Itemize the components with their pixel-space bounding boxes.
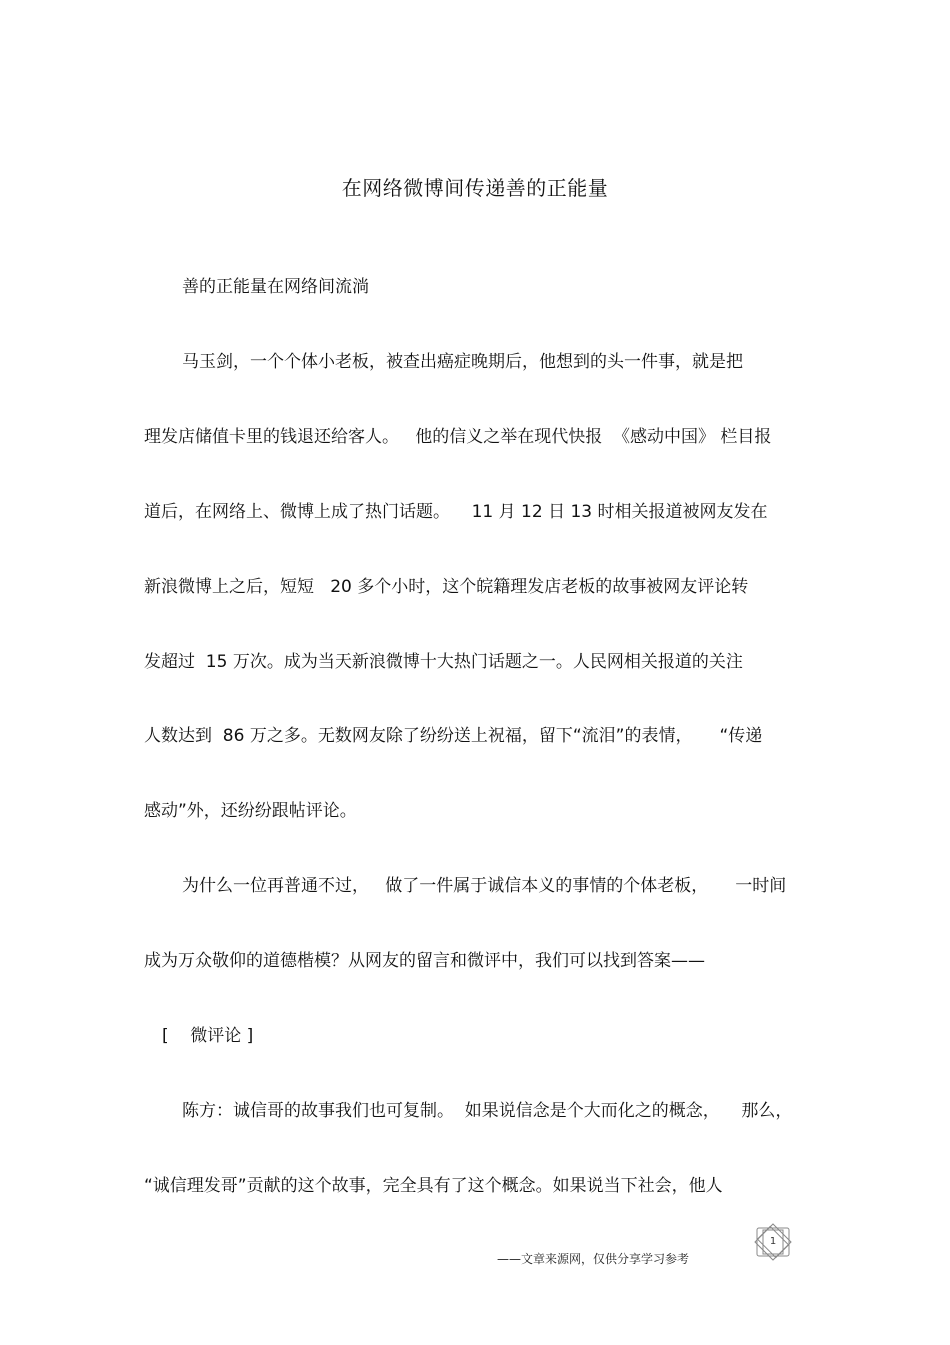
- section-label: [ 微评论 ]: [162, 1026, 254, 1046]
- subheading: 善的正能量在网络间流淌: [182, 277, 369, 297]
- paragraph-line: 马玉剑，一个个体小老板，被查出癌症晚期后，他想到的头一件事，就是把: [182, 352, 743, 372]
- paragraph-line: 感动”外，还纷纷跟帖评论。: [144, 801, 357, 821]
- paragraph-line: 道后，在网络上、微博上成了热门话题。 11 月 12 日 13 时相关报道被网友发在: [144, 502, 768, 522]
- page-number-badge: [751, 1222, 795, 1262]
- paragraph-line: 成为万众敬仰的道德楷模？从网友的留言和微评中，我们可以找到答案——: [144, 951, 705, 971]
- paragraph-line: 陈方：诚信哥的故事我们也可复制。 如果说信念是个大而化之的概念， 那么，: [182, 1101, 793, 1121]
- paragraph-line: 人数达到 86 万之多。无数网友除了纷纷送上祝福，留下“流泪”的表情， “传递: [144, 726, 763, 746]
- paragraph-line: 理发店储值卡里的钱退还给客人。 他的信义之举在现代快报 《感动中国》 栏目报: [144, 427, 772, 447]
- paragraph-line: 新浪微博上之后，短短 20 多个小时，这个皖籍理发店老板的故事被网友评论转: [144, 577, 749, 597]
- paragraph-line: 发超过 15 万次。成为当天新浪微博十大热门话题之一。人民网相关报道的关注: [144, 652, 743, 672]
- paragraph-line: “诚信理发哥”贡献的这个故事，完全具有了这个概念。如果说当下社会，他人: [144, 1176, 723, 1196]
- paragraph-line: 为什么一位再普通不过， 做了一件属于诚信本义的事情的个体老板， 一时间: [182, 876, 787, 896]
- document-title: 在网络微博间传递善的正能量: [341, 176, 609, 200]
- page-number: 1: [769, 1236, 777, 1247]
- source-note: ——文章来源网，仅供分享学习参考: [497, 1252, 690, 1266]
